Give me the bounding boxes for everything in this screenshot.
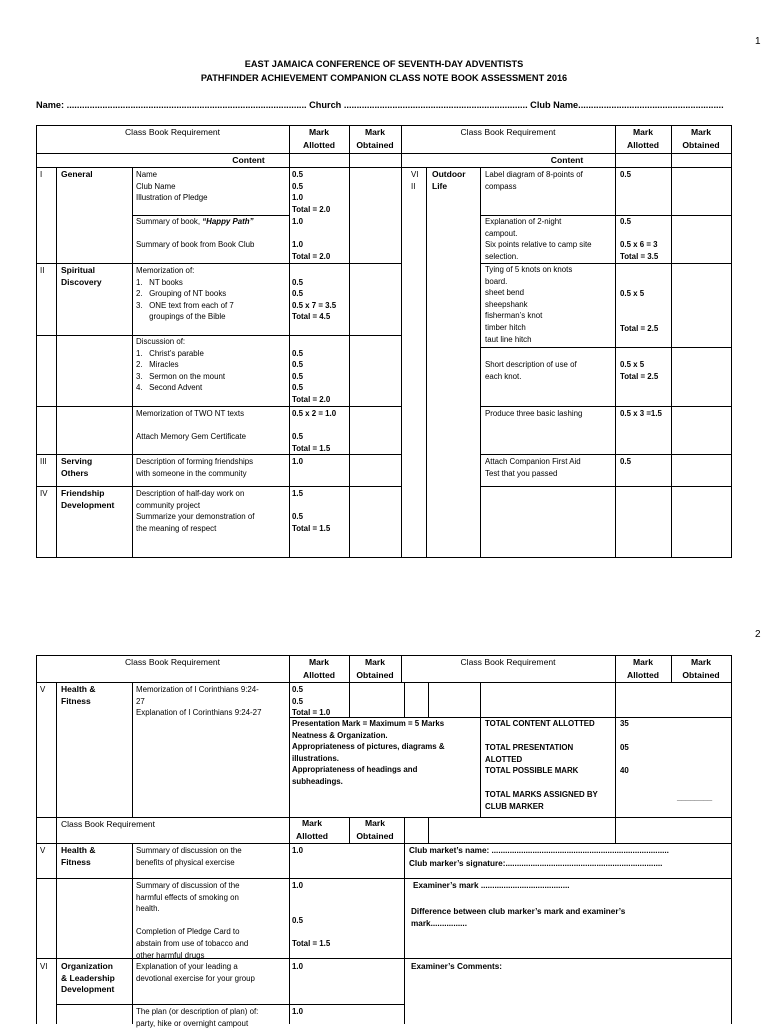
requirement-description: The plan (or description of plan) of: party, hike or overnight campout: [136, 1007, 259, 1028]
examiner-comments-label: Examiner’s Comments:: [411, 962, 503, 971]
requirement-description: Discussion of: 1. Christ’s parable 2. Miracles 3. Sermon on the mount 4. Second Advent: [136, 337, 226, 393]
requirement-description: Description of forming friendships with someone in the community: [136, 457, 254, 478]
mark-allotted-values: 0.5 0.5 1.0 Total = 2.0: [292, 170, 331, 214]
mark-allotted-values: 1.0: [292, 1007, 303, 1016]
mark-allotted-header: Mark Allotted: [627, 127, 659, 150]
requirement-description: Summary of book, “Happy Path” Summary of book from Book Club: [136, 217, 255, 250]
total-content-label: TOTAL CONTENT ALLOTTED: [485, 719, 595, 728]
club-marker-name-field[interactable]: Club market’s name: ..............................................................................: [409, 846, 669, 855]
total-presentation-label: TOTAL PRESENTATION ALOTTED: [485, 743, 574, 764]
requirement-description: Memorization of I Corinthians 9:24- 27 Explanation of I Corinthians 9:24-27: [136, 685, 262, 718]
section-name: Friendship Development: [61, 488, 115, 510]
content-header: Content: [550, 155, 584, 165]
section-number: I: [40, 170, 43, 179]
document-subtitle: PATHFINDER ACHIEVEMENT COMPANION CLASS NOTE BOOK ASSESSMENT 2016: [200, 73, 568, 83]
mark-allotted-header: Mark Allotted: [303, 657, 335, 680]
mark-obtained-header: Mark Obtained: [356, 657, 394, 680]
section-name: Serving Others: [61, 456, 93, 478]
requirement-header: Class Book Requirement: [124, 127, 221, 137]
mark-allotted-header: Mark Allotted: [627, 657, 659, 680]
requirement-header: Class Book Requirement: [124, 657, 221, 667]
mark-allotted-values: 1.0 1.0 Total = 2.0: [292, 217, 331, 261]
requirement-header: Class Book Requirement: [61, 819, 156, 829]
content-header: Content: [232, 155, 265, 165]
total-club-marker-label: TOTAL MARKS ASSIGNED BY CLUB MARKER: [485, 790, 598, 811]
mark-allotted-values: 1.0: [292, 846, 303, 855]
section-name: Spiritual Discovery: [61, 265, 102, 287]
requirement-description: Name Club Name Illustration of Pledge: [136, 170, 208, 203]
mark-allotted-values: 0.5 x 5: [620, 289, 645, 298]
requirement-description: Label diagram of 8-points of compass: [485, 170, 583, 191]
requirement-description: Memorization of TWO NT texts Attach Memory Gem Certificate: [136, 409, 247, 442]
page-number: 1: [755, 36, 761, 47]
name-church-club-line: Name: .............................................................................................. Church ........................................................................ Club Name.........................................................: [36, 100, 724, 110]
mark-obtained-header: Mark Obtained: [356, 818, 394, 841]
section-number: IV: [40, 489, 48, 498]
total-presentation-value: 05: [620, 743, 629, 752]
mark-allotted-header: Mark Allotted: [296, 818, 328, 841]
section-name: Outdoor Life: [432, 169, 466, 191]
section-name: General: [61, 169, 93, 179]
total-content-value: 35: [620, 719, 629, 728]
section-number: V: [40, 685, 46, 694]
requirement-description: Description of half-day work on community project Summarize your demonstration of the meaning of respect: [136, 489, 255, 533]
mark-allotted-values: 0.5 0.5 0.5 x 7 = 3.5 Total = 4.5: [292, 277, 337, 322]
section-name: Health & Fitness: [61, 684, 96, 706]
total-possible-value: 40: [620, 766, 629, 775]
mark-allotted-values: Total = 2.5: [620, 324, 659, 333]
mark-allotted-values: 1.0: [292, 962, 303, 971]
requirement-description: Explanation of your leading a devotional exercise for your group: [136, 962, 255, 983]
requirement-description: Short description of use of each knot.: [485, 360, 577, 381]
presentation-criteria: Presentation Mark = Maximum = 5 Marks Neatness & Organization. Appropriateness of pictures, diagrams & illustrations. Appropriateness of headings and subheadings.: [292, 719, 445, 786]
section-number: VI II: [411, 170, 419, 191]
requirement-description: Attach Companion First Aid Test that you passed: [485, 457, 581, 478]
requirement-header: Class Book Requirement: [460, 127, 556, 137]
mark-allotted-values: 0.5 x 2 = 1.0 0.5 Total = 1.5: [292, 409, 337, 453]
mark-obtained-header: Mark Obtained: [682, 657, 720, 680]
mark-allotted-values: 1.0: [292, 457, 303, 466]
page-number: 2: [755, 629, 761, 640]
mark-allotted-values: 0.5: [620, 457, 631, 466]
mark-allotted-values: 0.5: [620, 170, 631, 179]
mark-allotted-values: 0.5 0.5 Total = 1.0: [292, 685, 331, 718]
requirement-description: Memorization of: 1. NT books 2. Grouping of NT books 3. ONE text from each of 7 groupings of the Bible: [136, 266, 234, 322]
mark-allotted-header: Mark Allotted: [303, 127, 335, 150]
requirement-description: Explanation of 2-night campout. Six points relative to camp site selection.: [485, 217, 592, 261]
section-number: III: [40, 457, 47, 466]
mark-allotted-values: 0.5 0.5 x 6 = 3 Total = 3.5: [620, 217, 659, 261]
section-name: Health & Fitness: [61, 845, 96, 867]
total-club-marker-blank[interactable]: ________: [677, 793, 713, 802]
requirement-description: Produce three basic lashing: [485, 409, 583, 418]
requirement-header: Class Book Requirement: [460, 657, 556, 667]
mark-allotted-values: 0.5 x 3 =1.5: [620, 409, 662, 418]
club-marker-signature-field[interactable]: Club marker’s signature:.....................................................................: [409, 859, 663, 868]
section-number: VI: [40, 962, 48, 971]
total-possible-label: TOTAL POSSIBLE MARK: [485, 766, 579, 775]
requirement-description: Summary of discussion on the benefits of physical exercise: [136, 846, 242, 867]
mark-obtained-header: Mark Obtained: [682, 127, 720, 150]
mark-difference-field[interactable]: Difference between club marker’s mark and examiner’s mark................: [411, 907, 626, 928]
mark-allotted-values: 1.5 0.5 Total = 1.5: [292, 489, 331, 533]
section-name: Organization & Leadership Development: [61, 961, 115, 995]
section-number: II: [40, 266, 45, 275]
mark-allotted-values: 0.5 x 5 Total = 2.5: [620, 360, 659, 381]
requirement-description: Summary of discussion of the harmful effects of smoking on health. Completion of Pledge Card to abstain from use of tobacco and other harmful drugs: [136, 881, 249, 960]
document-title: EAST JAMAICA CONFERENCE OF SEVENTH-DAY ADVENTISTS: [244, 59, 524, 69]
examiner-mark-field[interactable]: Examiner’s mark .......................................: [413, 881, 570, 890]
mark-obtained-header: Mark Obtained: [356, 127, 394, 150]
mark-allotted-values: 0.5 0.5 0.5 0.5 Total = 2.0: [292, 348, 331, 404]
requirement-description: Tying of 5 knots on knots board. sheet bend sheepshank fisherman’s knot timber hitch taut line hitch: [485, 265, 573, 344]
mark-allotted-values: 1.0 0.5 Total = 1.5: [292, 881, 331, 948]
section-number: V: [40, 846, 46, 855]
